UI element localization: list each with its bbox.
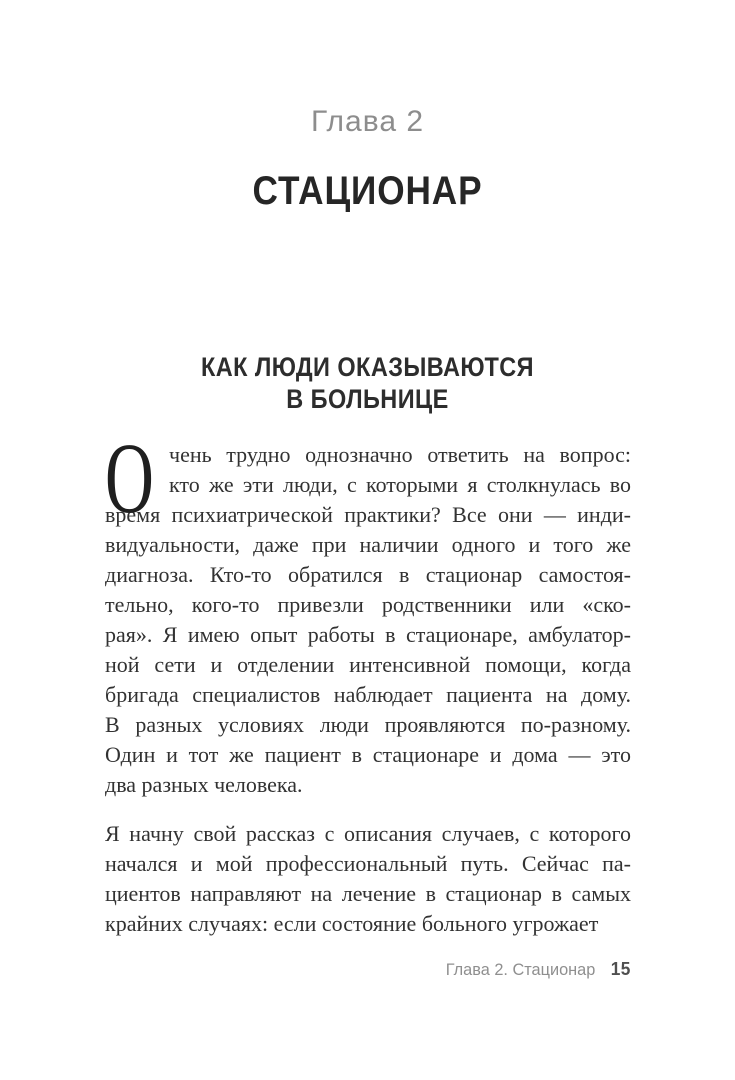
text-line: рая». Я имею опыт работы в стационаре, амбулатор-	[105, 622, 631, 647]
text-line: циентов направляют на лечение в стационар в самых	[105, 881, 631, 906]
text-line: Один и тот же пациент в стационаре и дома — это	[105, 742, 631, 767]
paragraph-1	[105, 422, 631, 800]
chapter-title: СТАЦИОНАР	[252, 169, 483, 213]
text-line: тельно, кого-то привезли родственники или «ско-	[105, 592, 631, 617]
text-line: ной сети и отделении интенсивной помощи, когда	[105, 652, 631, 677]
text-line: Я начну свой рассказ с описания случаев, с которого	[105, 821, 631, 846]
text-line: время психиатрической практики? Все они — инди-	[105, 502, 631, 527]
paragraph-2	[105, 819, 631, 939]
section-heading-line-1: КАК ЛЮДИ ОКАЗЫВАЮТСЯ	[200, 352, 535, 382]
body-text	[105, 422, 631, 939]
text-line: чень трудно однозначно ответить на вопрос:	[169, 442, 631, 467]
text-line: два разных человека.	[105, 772, 303, 797]
text-line: кто же эти люди, с которыми я столкнулась во	[169, 472, 631, 497]
text-line: крайних случаях: если состояние больного угрожает	[105, 911, 599, 936]
text-line: В разных условиях люди проявляются по-разному.	[105, 712, 631, 737]
text-line: начался и мой профессиональный путь. Сейчас па-	[105, 851, 631, 876]
page-footer	[446, 959, 631, 980]
text-line: бригада специалистов наблюдает пациента на дому.	[105, 682, 631, 707]
section-heading-line-2: В БОЛЬНИЦЕ	[286, 384, 449, 414]
dropcap-letter: О	[105, 422, 154, 534]
text-line: диагноза. Кто-то обратился в стационар самостоя-	[105, 562, 631, 587]
chapter-label: Глава 2	[310, 105, 425, 138]
running-title: Глава 2. Стационар	[445, 960, 596, 979]
text-line: видуальности, даже при наличии одного и того же	[105, 532, 631, 557]
section-heading	[48, 351, 687, 415]
page-number: 15	[610, 959, 631, 979]
